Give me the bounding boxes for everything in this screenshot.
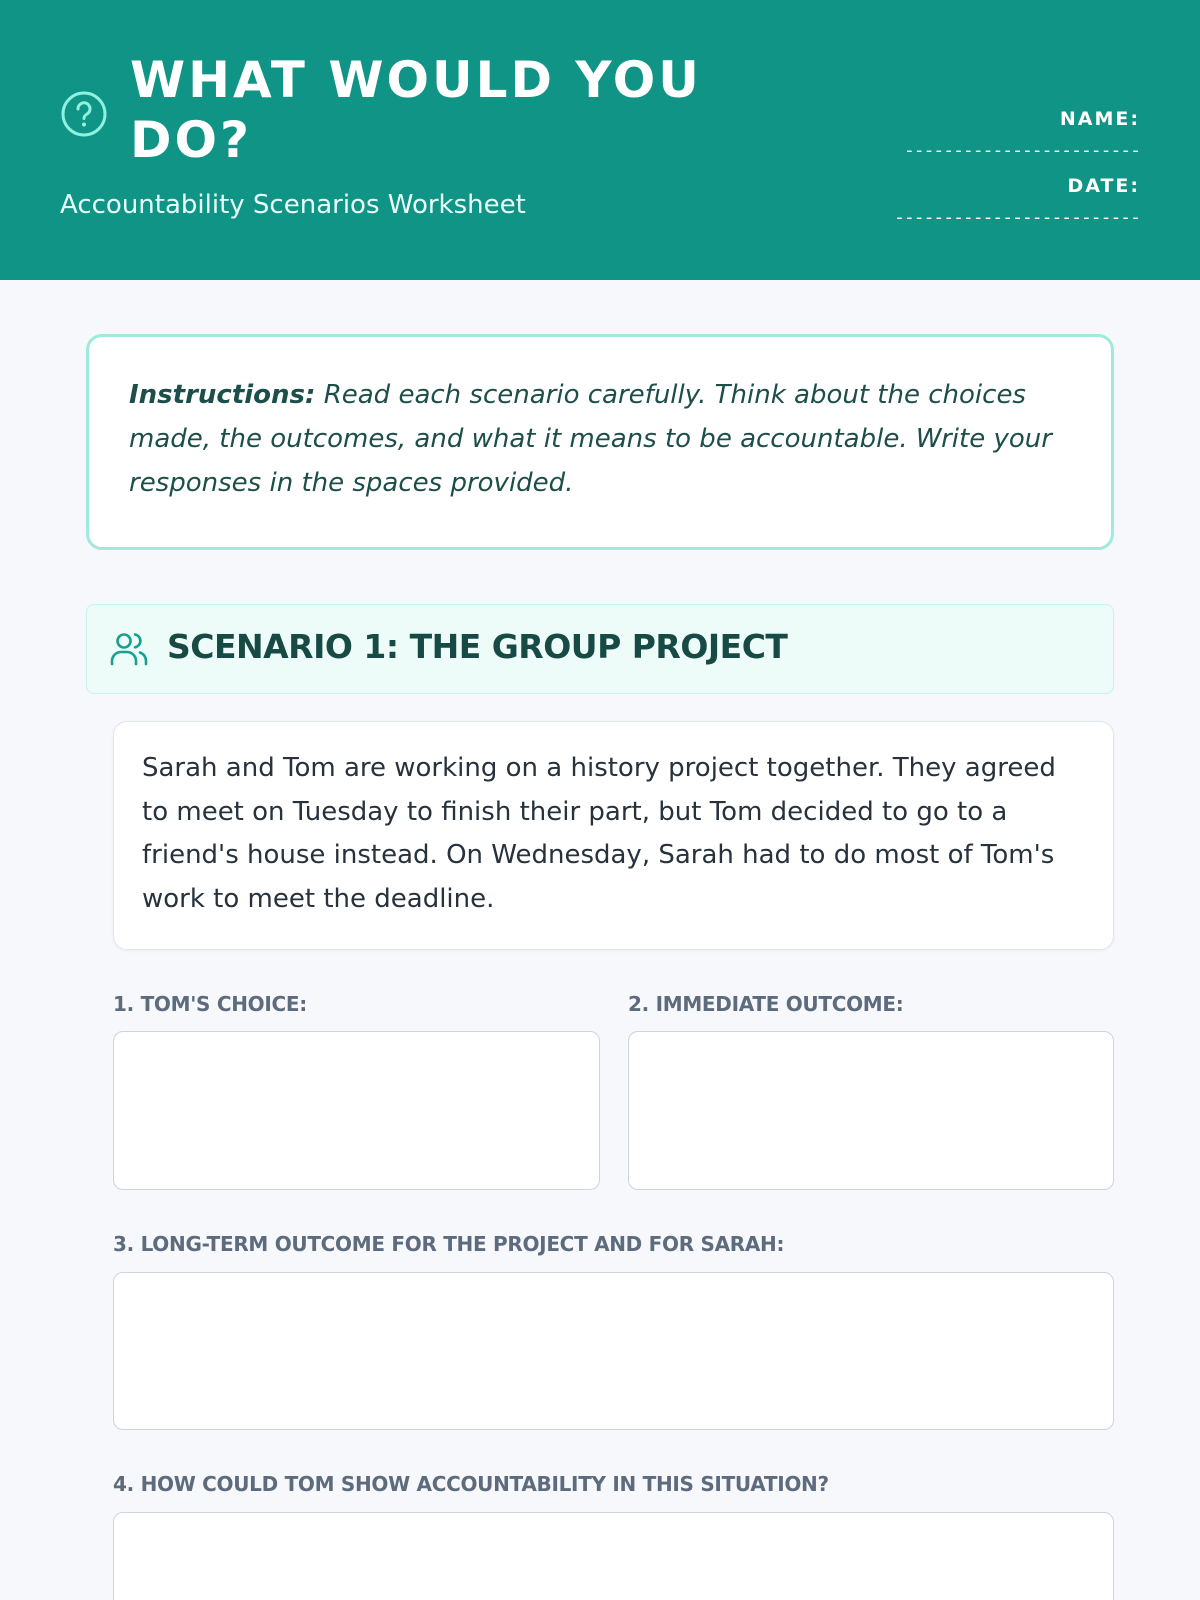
- scenario-story: Sarah and Tom are working on a history project together. They agreed to meet on Tuesday to finish their part, but Tom decided to go to a friend's house instead. On Wednesday, Sarah had to do most of Tom's work to meet the deadline.: [113, 721, 1114, 950]
- scenario-title: SCENARIO 1: THE GROUP PROJECT: [167, 627, 788, 666]
- question-4-answer-box[interactable]: [113, 1512, 1114, 1600]
- question-3-label: 3. LONG-TERM OUTCOME FOR THE PROJECT AND FOR SARAH:: [113, 1232, 785, 1256]
- instructions-box: [86, 334, 1114, 550]
- users-icon: [109, 629, 149, 669]
- page-title: WHAT WOULD YOU DO?: [130, 51, 702, 169]
- question-2-answer-box[interactable]: [628, 1031, 1114, 1190]
- date-label: DATE:: [1067, 175, 1140, 197]
- question-4-label: 4. HOW COULD TOM SHOW ACCOUNTABILITY IN THIS SITUATION?: [113, 1472, 829, 1496]
- instructions-lead: Instructions:: [129, 380, 316, 410]
- page-subtitle: Accountability Scenarios Worksheet: [60, 190, 526, 220]
- question-1-answer-box[interactable]: [113, 1031, 600, 1190]
- question-3-answer-box[interactable]: [113, 1272, 1114, 1430]
- question-2-label: 2. IMMEDIATE OUTCOME:: [628, 992, 904, 1016]
- name-label: NAME:: [1059, 108, 1140, 130]
- instructions-text: Read each scenario carefully. Think about the choices made, the outcomes, and what it means to be accountable. Write your responses in the spaces provided.: [129, 380, 1052, 498]
- name-field[interactable]: ------------------------: [903, 140, 1140, 161]
- worksheet-header: [0, 0, 1200, 280]
- date-field[interactable]: -------------------------: [894, 207, 1140, 228]
- scenario-header: [86, 604, 1114, 694]
- question-1-label: 1. TOM'S CHOICE:: [113, 992, 307, 1016]
- question-circle-icon: [60, 90, 108, 138]
